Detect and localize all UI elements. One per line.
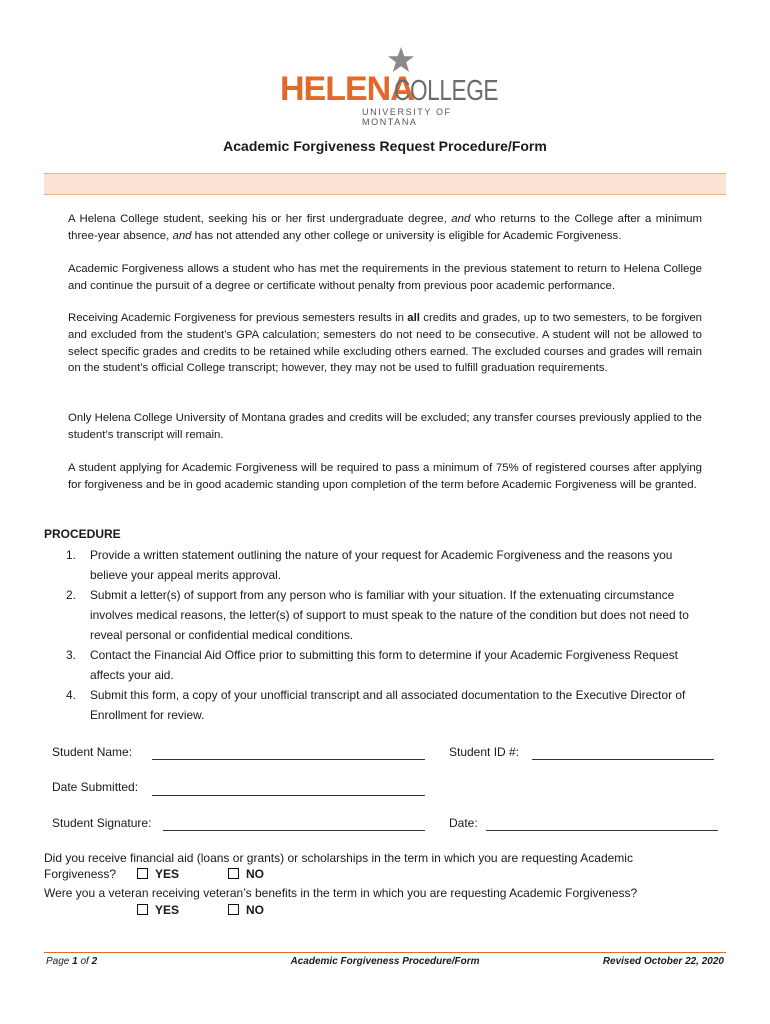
student-signature-label: Student Signature: bbox=[52, 816, 152, 830]
procedure-step bbox=[66, 585, 706, 645]
paragraph-credits bbox=[68, 310, 702, 377]
paragraph-eligibility bbox=[68, 211, 702, 245]
date-submitted-field[interactable] bbox=[152, 795, 425, 796]
step-number: 1. bbox=[66, 548, 76, 562]
text-run: credits and grades, up to two semesters, to be forgiven and excluded from the student’s GPA calculation; semesters do not need to be consecutive. A student will not be allowed to select specific grades and credits to be retained while excluding others earned. The excluded courses and grades will remain on the student’s official College transcript; however, they may not be used to fulfill graduation requirements. bbox=[68, 312, 702, 375]
text-run: A Helena College student, seeking his or her first undergraduate degree, bbox=[68, 213, 452, 225]
veteran-yes-option[interactable] bbox=[137, 902, 179, 918]
text-strong: 1 bbox=[72, 956, 78, 967]
option-label: YES bbox=[155, 867, 180, 881]
text-strong: all bbox=[407, 312, 420, 324]
logo-name-bold: HELENA bbox=[280, 70, 414, 108]
option-label: YES bbox=[155, 903, 180, 917]
procedure-step bbox=[66, 545, 706, 585]
step-number: 3. bbox=[66, 648, 76, 662]
student-name-field[interactable] bbox=[152, 759, 425, 760]
logo-name-light: COLLEGE bbox=[394, 75, 499, 107]
option-label: NO bbox=[246, 903, 264, 917]
option-label: NO bbox=[246, 867, 264, 881]
veteran-no-option[interactable] bbox=[228, 902, 264, 918]
checkbox-icon[interactable] bbox=[228, 868, 239, 879]
date-submitted-label: Date Submitted: bbox=[52, 780, 139, 794]
checkbox-icon[interactable] bbox=[137, 904, 148, 915]
paragraph-requirements: A student applying for Academic Forgiveness will be required to pass a minimum of 75% of registered courses after applying for forgiveness and be in good academic standing upon completion of the term before Academic Forgiveness will be granted. bbox=[68, 462, 702, 491]
page-title: Academic Forgiveness Request Procedure/Form bbox=[223, 138, 547, 154]
checkbox-icon[interactable] bbox=[228, 904, 239, 915]
checkbox-icon[interactable] bbox=[137, 868, 148, 879]
student-name-label: Student Name: bbox=[52, 745, 133, 759]
question-financial-aid: Did you receive financial aid (loans or grants) or scholarships in the term in which you are requesting Academic bbox=[44, 851, 633, 865]
procedure-step bbox=[66, 685, 706, 725]
procedure-step bbox=[66, 645, 706, 685]
student-id-field[interactable] bbox=[532, 759, 714, 760]
footer-divider bbox=[44, 952, 726, 953]
logo-subtitle: UNIVERSITY OF MONTANA bbox=[362, 107, 452, 127]
college-logo bbox=[280, 46, 499, 127]
step-number: 2. bbox=[66, 588, 76, 602]
financial-aid-yes-option[interactable] bbox=[137, 866, 179, 882]
header-band bbox=[44, 173, 726, 195]
text-strong: 2 bbox=[91, 956, 98, 967]
text-run: Receiving Academic Forgiveness for previous semesters results in bbox=[68, 312, 408, 324]
question-financial-aid-cont: Forgiveness? bbox=[44, 867, 117, 881]
footer-title: Academic Forgiveness Procedure/Form bbox=[290, 956, 480, 967]
footer-revised-date: Revised October 22, 2020 bbox=[602, 956, 724, 967]
step-text: Contact the Financial Aid Office prior to submitting this form to determine if your Academic Forgiveness Request affects your aid. bbox=[90, 648, 678, 682]
text-run: Page bbox=[46, 956, 73, 967]
step-text: Provide a written statement outlining the nature of your request for Academic Forgiveness and the reasons you believe your appeal merits approval. bbox=[90, 548, 673, 582]
step-text: Submit this form, a copy of your unofficial transcript and all associated documentation to the Executive Director of Enrollment for review. bbox=[90, 688, 686, 722]
text-emphasis: and bbox=[172, 229, 192, 242]
paragraph-definition: Academic Forgiveness allows a student who has met the requirements in the previous statement to return to Helena College and continue the pursuit of a degree or certificate without penalty from previous poor academic performance. bbox=[68, 263, 702, 292]
financial-aid-no-option[interactable] bbox=[228, 866, 264, 882]
step-text: Submit a letter(s) of support from any person who is familiar with your situation. If the extenuating circumstance involves medical reasons, the letter(s) of support to must speak to the nature of the condition but does not need to reveal personal or confidential medical conditions. bbox=[90, 588, 689, 642]
student-signature-field[interactable] bbox=[163, 830, 425, 831]
student-id-label: Student ID #: bbox=[449, 745, 520, 759]
text-emphasis: and bbox=[451, 213, 471, 225]
text-run: of bbox=[77, 956, 92, 967]
step-number: 4. bbox=[66, 688, 76, 702]
text-run: who returns to the College after a minimum three-year absence, bbox=[68, 213, 702, 242]
question-veteran: Were you a veteran receiving veteran’s benefits in the term in which you are requesting Academic Forgiveness? bbox=[44, 886, 638, 900]
procedure-heading: PROCEDURE bbox=[44, 527, 121, 541]
date-label: Date: bbox=[449, 816, 478, 830]
date-field[interactable] bbox=[486, 830, 718, 831]
paragraph-transfer: Only Helena College University of Montana grades and credits will be excluded; any transfer courses previously applied to the student’s transcript will remain. bbox=[68, 412, 702, 441]
text-run: has not attended any other college or university is eligible for Academic Forgiveness. bbox=[191, 229, 622, 242]
